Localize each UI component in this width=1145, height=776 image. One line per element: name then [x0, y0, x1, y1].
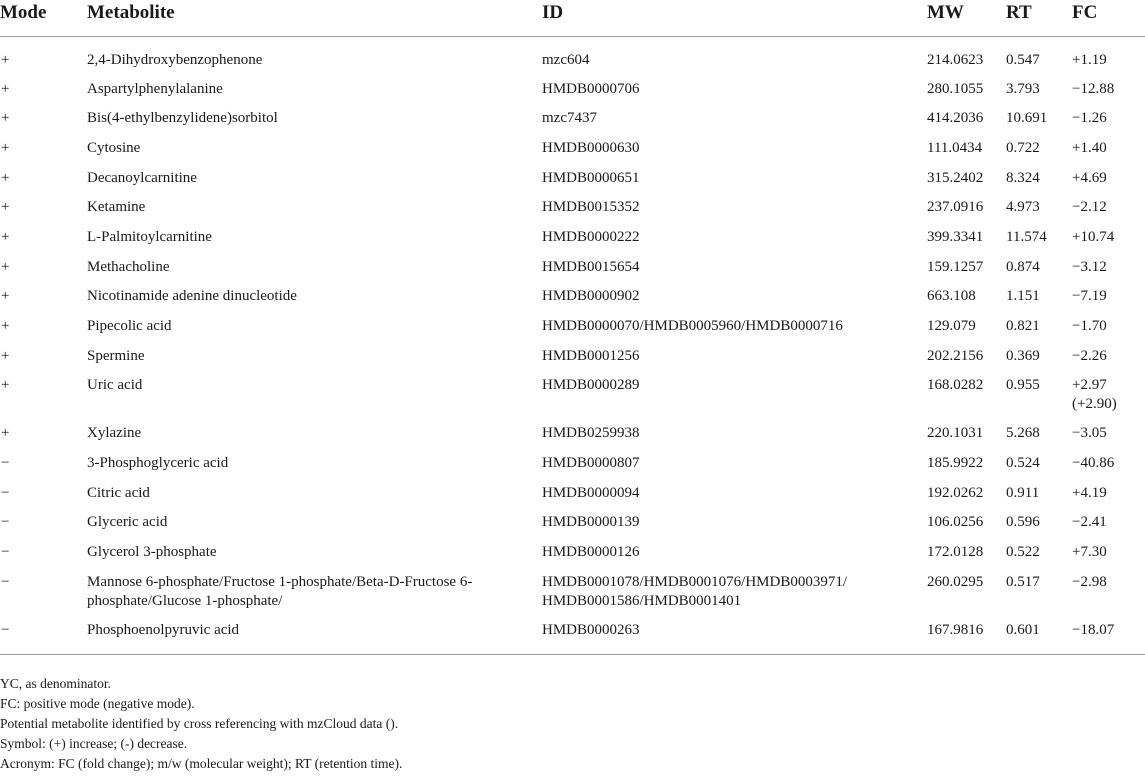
cell-fc: +4.69 [1072, 169, 1107, 186]
cell-mode: + [1, 425, 10, 442]
header-mw: MW [927, 0, 1006, 36]
cell-rt: 0.524 [1006, 455, 1040, 472]
cell-id: HMDB0001078/HMDB0001076/HMDB0003971/ HMDB0001586/HMDB0001401 [542, 573, 848, 609]
cell-id: HMDB0000126 [542, 544, 640, 561]
cell-fc: −3.05 [1072, 425, 1107, 442]
cell-metabolite: Citric acid [87, 484, 150, 501]
cell-mode: + [1, 80, 10, 97]
header-rt: RT [1006, 0, 1072, 36]
cell-fc: −40.86 [1072, 455, 1115, 472]
cell-fc: −7.19 [1072, 288, 1107, 305]
cell-metabolite: Xylazine [87, 425, 142, 442]
cell-mode: − [1, 544, 10, 561]
cell-id: HMDB0000139 [542, 514, 640, 531]
cell-metabolite: Phosphoenolpyruvic acid [87, 616, 542, 655]
cell-mw: 168.0282 [927, 377, 984, 394]
cell-metabolite: Nicotinamide adenine dinucleotide [87, 288, 297, 305]
cell-metabolite: Decanoylcarnitine [87, 169, 197, 186]
cell-mw: 220.1031 [927, 425, 984, 442]
cell-id: mzc7437 [542, 110, 597, 127]
cell-fc: +1.40 [1072, 139, 1107, 156]
cell-mw: 202.2156 [927, 347, 984, 364]
footnote: YC, as denominator. [0, 676, 111, 691]
cell-id: HMDB0000902 [542, 288, 640, 305]
cell-metabolite: Ketamine [87, 199, 146, 216]
cell-mw: 280.1055 [927, 80, 984, 97]
cell-metabolite: Bis(4-ethylbenzylidene)sorbitol [87, 110, 278, 127]
header-id: ID [542, 0, 927, 36]
cell-mode: + [1, 199, 10, 216]
cell-metabolite: Cytosine [87, 139, 141, 156]
cell-metabolite: 3-Phosphoglyceric acid [87, 455, 229, 472]
cell-rt: 11.574 [1006, 228, 1047, 245]
footnote: Acronym: FC (fold change); m/w (molecular weight); RT (retention time). [0, 756, 403, 771]
cell-mode: + [1, 51, 10, 68]
cell-mode: + [1, 139, 10, 156]
cell-rt: 0.874 [1006, 258, 1040, 275]
cell-mw: 663.108 [927, 288, 976, 305]
cell-id: HMDB0000651 [542, 169, 640, 186]
header-metabolite: Metabolite [87, 0, 542, 36]
cell-fc: −3.12 [1072, 258, 1107, 275]
table-row [0, 164, 1145, 194]
cell-rt: 0.821 [1006, 318, 1040, 334]
cell-mw: 237.0916 [927, 199, 984, 216]
cell-mode: + [1, 347, 10, 364]
cell-mw: 129.079 [927, 318, 976, 334]
cell-metabolite: Glyceric acid [87, 514, 168, 531]
cell-id: HMDB0000807 [542, 455, 640, 472]
cell-metabolite: Methacholine [87, 258, 170, 275]
cell-mode: + [1, 377, 10, 394]
cell-id: HMDB0015352 [542, 199, 640, 216]
cell-id: HMDB0000289 [542, 377, 640, 394]
cell-metabolite: Glycerol 3-phosphate [87, 544, 217, 561]
cell-rt: 8.324 [1006, 169, 1040, 186]
table-body [0, 36, 1145, 654]
cell-mw: 214.0623 [927, 51, 984, 68]
fc-negative-value: (+2.90) [1072, 396, 1117, 413]
cell-id: HMDB0000263 [542, 616, 927, 655]
table-row [0, 253, 1145, 283]
cell-mw: 172.0128 [927, 544, 984, 561]
cell-metabolite: 2,4-Dihydroxybenzophenone [87, 51, 263, 68]
header-fc: FC [1072, 0, 1145, 36]
table-header-row [0, 0, 1145, 36]
cell-metabolite: L-Palmitoylcarnitine [87, 228, 212, 245]
cell-id: mzc604 [542, 51, 590, 68]
cell-mode: − [1, 514, 10, 531]
cell-metabolite: Spermine [87, 347, 145, 364]
table-row [0, 75, 1145, 105]
cell-rt: 0.911 [1006, 484, 1040, 501]
cell-rt: 4.973 [1006, 199, 1040, 216]
cell-rt: 0.722 [1006, 139, 1040, 156]
cell-rt: 0.955 [1006, 377, 1040, 394]
cell-mw: 111.0434 [927, 139, 983, 156]
cell-fc: −18.07 [1072, 616, 1145, 655]
table-row [0, 538, 1145, 568]
cell-rt: 0.369 [1006, 347, 1040, 364]
header-mode: Mode [0, 0, 87, 36]
cell-id: HMDB0000630 [542, 139, 640, 156]
cell-id: HMDB0015654 [542, 258, 640, 275]
table-row [0, 449, 1145, 479]
cell-mode: − [1, 484, 10, 501]
cell-fc: −1.70 [1072, 318, 1107, 334]
cell-fc: −2.26 [1072, 347, 1107, 364]
cell-id: HMDB0000070/HMDB0005960/HMDB0000716 [542, 318, 843, 334]
cell-mw: 399.3341 [927, 228, 984, 245]
table-row [0, 282, 1145, 312]
table-row [0, 223, 1145, 253]
footnote: Potential metabolite identified by cross referencing with mzCloud data (). [0, 716, 399, 731]
cell-mw: 159.1257 [927, 258, 984, 275]
cell-mw: 106.0256 [927, 514, 984, 531]
cell-rt: 5.268 [1006, 425, 1040, 442]
table-row [0, 508, 1145, 538]
cell-rt: 0.547 [1006, 51, 1040, 68]
table-row [0, 312, 1145, 342]
cell-id: HMDB0001256 [542, 347, 640, 364]
cell-rt: 0.601 [1006, 616, 1072, 655]
cell-fc: −2.12 [1072, 199, 1107, 216]
cell-fc: +1.19 [1072, 51, 1107, 68]
table-row [0, 36, 1145, 75]
cell-fc: +4.19 [1072, 484, 1107, 501]
cell-id: HMDB0000706 [542, 80, 640, 97]
cell-rt: 10.691 [1006, 110, 1048, 127]
cell-rt: 0.522 [1006, 544, 1040, 561]
table-row [0, 419, 1145, 449]
cell-mw: 192.0262 [927, 484, 984, 501]
cell-mode: − [1, 455, 10, 472]
cell-fc [1072, 371, 1145, 419]
cell-mode: + [1, 318, 10, 334]
table-row [0, 104, 1145, 134]
footnote: FC: positive mode (negative mode). [0, 696, 195, 711]
cell-metabolite: Mannose 6-phosphate/Fructose 1-phosphate/Beta-D-Fructose 6-phosphate/Glucose 1-phosphate/ [87, 573, 473, 609]
fc-positive-value: +2.97 [1072, 377, 1107, 394]
cell-mw: 315.2402 [927, 169, 984, 186]
cell-mode: + [1, 288, 10, 305]
table-row [0, 193, 1145, 223]
cell-mode: − [0, 616, 87, 655]
cell-rt: 0.517 [1006, 573, 1040, 590]
cell-fc: −1.26 [1072, 110, 1107, 127]
cell-rt: 3.793 [1006, 80, 1040, 97]
cell-mode: − [1, 573, 10, 590]
table-row [0, 134, 1145, 164]
cell-metabolite: Aspartylphenylalanine [87, 80, 223, 97]
cell-mw: 260.0295 [927, 573, 984, 590]
cell-mw: 414.2036 [927, 110, 984, 127]
cell-mode: + [1, 169, 10, 186]
cell-metabolite: Uric acid [87, 377, 143, 394]
cell-fc: +10.74 [1072, 228, 1115, 245]
table-footnotes [0, 674, 1145, 774]
table-row [0, 371, 1145, 419]
cell-fc: −2.98 [1072, 573, 1107, 590]
cell-mode: + [1, 228, 10, 245]
cell-fc: −2.41 [1072, 514, 1107, 531]
cell-id: HMDB0259938 [542, 425, 640, 442]
footnote: Symbol: (+) increase; (-) decrease. [0, 736, 188, 751]
cell-fc: +7.30 [1072, 544, 1107, 561]
cell-id: HMDB0000094 [542, 484, 640, 501]
cell-mw: 185.9922 [927, 455, 984, 472]
cell-rt: 1.151 [1006, 288, 1040, 305]
cell-mode: + [1, 258, 10, 275]
table-row [0, 479, 1145, 509]
cell-mode: + [1, 110, 10, 127]
cell-mw: 167.9816 [927, 616, 1006, 655]
cell-id: HMDB0000222 [542, 228, 640, 245]
cell-rt: 0.596 [1006, 514, 1040, 531]
table-row [0, 342, 1145, 372]
table-row [0, 616, 1145, 655]
table-row [0, 568, 1145, 616]
cell-metabolite: Pipecolic acid [87, 318, 172, 334]
cell-fc: −12.88 [1072, 80, 1115, 97]
